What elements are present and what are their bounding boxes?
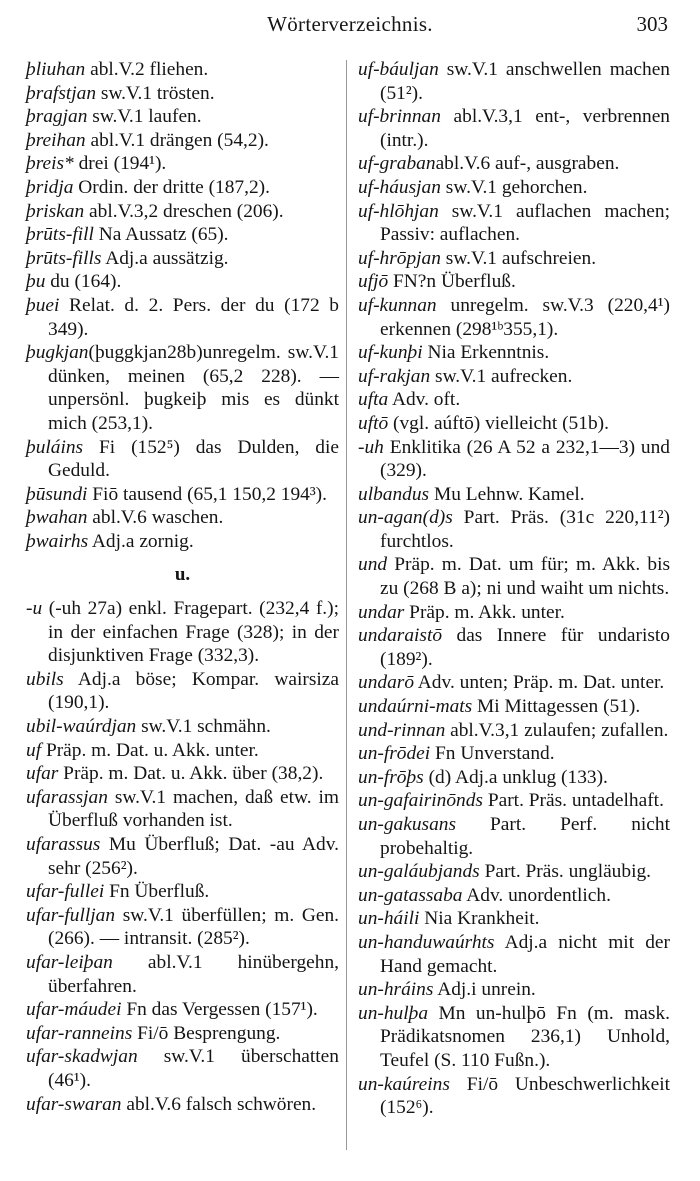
entry-definition: Adj.a nicht mit der Hand gemacht. — [380, 931, 670, 977]
entry-definition: drei (194¹). — [73, 153, 167, 175]
dictionary-entry — [26, 58, 339, 82]
entry-definition: Ordin. der dritte (187,2). — [73, 176, 270, 198]
entry-definition: Adj.a böse; Kompar. wairsiza (190,1). — [48, 668, 339, 714]
dictionary-entry — [358, 789, 670, 813]
entry-headword: un-frōþs — [358, 766, 424, 788]
dictionary-entry — [26, 152, 339, 176]
dictionary-entry — [26, 597, 339, 668]
page-number: 303 — [636, 12, 668, 36]
entry-headword: þuei — [26, 294, 60, 316]
entry-headword: un-gatassaba — [358, 884, 463, 906]
entry-headword: un-kaúreins — [358, 1073, 450, 1095]
dictionary-entry — [358, 200, 670, 247]
entry-definition: Part. Präs. ungläubig. — [479, 861, 652, 883]
entry-definition: abl.V.3,1 zulaufen; zufallen. — [445, 719, 669, 741]
dictionary-entry — [26, 506, 339, 530]
entry-definition: Nia Krankheit. — [419, 908, 540, 930]
entry-definition: das Innere für undaristo (189²). — [380, 625, 670, 670]
entry-definition: (vgl. aúftō) vielleicht (51b). — [388, 412, 609, 434]
entry-headword: þrūts-fills — [26, 247, 102, 269]
entry-headword: þreis* — [26, 153, 74, 175]
entry-headword: uftō — [358, 412, 389, 434]
entry-headword: þūsundi — [26, 483, 88, 505]
entry-headword: ufar-skadwjan — [26, 1046, 138, 1068]
entry-definition: sw.V.1 aufschreien. — [440, 247, 597, 269]
entry-definition: sw.V.1 anschwellen machen (51²). — [380, 59, 670, 104]
right-column — [358, 58, 670, 1120]
entry-headword: un-hulþa — [358, 1002, 429, 1024]
entry-headword: uf-kunþi — [358, 342, 423, 364]
entry-definition: Nia Erkenntnis. — [422, 342, 550, 364]
dictionary-entry — [358, 247, 670, 271]
entry-headword: ufjō — [358, 271, 389, 293]
dictionary-entry — [26, 998, 339, 1022]
dictionary-entry — [358, 341, 670, 365]
entry-definition: Na Aussatz (65). — [93, 224, 229, 246]
left-column — [26, 58, 339, 1116]
dictionary-entry — [26, 762, 339, 786]
entry-headword: uf-hlōhjan — [358, 200, 439, 222]
entry-definition: Adv. unten; Präp. m. Dat. unter. — [414, 672, 665, 694]
dictionary-entry — [358, 601, 670, 625]
entry-definition: Mn un-hulþō Fn (m. mask. Prädikatsnomen 236,1) Unhold, Teufel (S. 110 Fußn.). — [380, 1002, 670, 1071]
entry-headword: uf — [26, 739, 42, 761]
column-divider — [346, 60, 347, 1150]
dictionary-entry — [358, 860, 670, 884]
entry-headword: uf-háusjan — [358, 176, 441, 198]
dictionary-entry — [358, 388, 670, 412]
entry-definition: sw.V.1 machen, daß etw. im Überfluß vorhanden ist. — [48, 786, 339, 832]
dictionary-entry — [26, 341, 339, 435]
entry-headword: þrūts-fill — [26, 224, 94, 246]
dictionary-entry — [358, 695, 670, 719]
dictionary-entry — [26, 715, 339, 739]
entry-headword: ufar-ranneins — [26, 1022, 133, 1044]
dictionary-entry — [358, 624, 670, 671]
entry-definition: abl.V.3,1 ent-, verbrennen (intr.). — [380, 106, 670, 151]
entry-definition: du (164). — [45, 271, 122, 293]
dictionary-entry — [358, 742, 670, 766]
dictionary-entry — [26, 129, 339, 153]
dictionary-entry — [26, 833, 339, 880]
entry-headword: þridja — [26, 176, 74, 198]
entry-definition: abl.V.1 hinübergehn, überfahren. — [48, 951, 339, 997]
running-head — [0, 12, 700, 38]
entry-headword: ulbandus — [358, 483, 430, 505]
entry-definition: sw.V.1 schmähn. — [136, 716, 271, 738]
dictionary-entry — [358, 813, 670, 860]
entry-headword: ubil-waúrdjan — [26, 716, 137, 738]
entry-definition: Mi Mittagessen (51). — [472, 696, 641, 718]
entry-definition: abl.V.6 auf-, ausgraben. — [435, 153, 620, 175]
entry-definition: Relat. d. 2. Pers. der du (172 b 349). — [48, 294, 339, 340]
entry-definition: Fn Unverstand. — [430, 743, 555, 765]
entry-definition: abl.V.6 waschen. — [87, 507, 224, 529]
entry-headword: uf-brinnan — [358, 106, 441, 128]
entry-headword: uf-rakjan — [358, 365, 431, 387]
entry-headword: þreihan — [26, 129, 86, 151]
entry-definition: Adj.a zornig. — [88, 530, 194, 552]
entry-headword: þugkjan — [26, 342, 89, 364]
dictionary-entry — [26, 904, 339, 951]
entry-definition: sw.V.1 laufen. — [87, 106, 202, 128]
running-title: Wörterverzeichnis. — [267, 12, 433, 36]
entry-headword: uf-graban — [358, 153, 436, 175]
dictionary-entry — [26, 1093, 339, 1117]
entry-headword: þriskan — [26, 200, 85, 222]
entry-definition: Präp. m. Dat. um für; m. Akk. bis zu (268 B a); ni und waiht um nichts. — [380, 554, 670, 600]
entry-definition: Präp. m. Akk. unter. — [404, 601, 565, 623]
dictionary-entry — [358, 907, 670, 931]
dictionary-entry — [358, 152, 670, 176]
entry-definition: Part. Präs. untadelhaft. — [482, 790, 664, 812]
entry-definition: Präp. m. Dat. u. Akk. unter. — [41, 739, 259, 761]
dictionary-entry — [26, 880, 339, 904]
dictionary-entry — [26, 530, 339, 554]
entry-definition: Fi/ō Unbeschwerlichkeit (152⁶). — [380, 1073, 670, 1119]
entry-definition: FN?n Überfluß. — [388, 271, 516, 293]
entry-headword: þliuhan — [26, 59, 86, 80]
entry-definition: Fn das Vergessen (157¹). — [121, 999, 318, 1021]
entry-headword: ufta — [358, 389, 389, 411]
entry-definition: abl.V.2 fliehen. — [85, 59, 209, 80]
dictionary-entry — [358, 719, 670, 743]
dictionary-entry — [358, 671, 670, 695]
entry-headword: und — [358, 554, 388, 576]
entry-definition: sw.V.1 aufrecken. — [430, 365, 573, 387]
dictionary-entry — [26, 739, 339, 763]
entry-headword: -u — [26, 598, 43, 620]
dictionary-entry — [358, 294, 670, 341]
dictionary-entry — [358, 436, 670, 483]
entry-headword: un-handuwaúrhts — [358, 931, 495, 953]
entry-definition: Mu Überfluß; Dat. -au Adv. sehr (256²). — [48, 834, 339, 879]
entry-headword: un-agan(d)s — [358, 507, 453, 529]
dictionary-entry — [358, 176, 670, 200]
entry-headword: þwairhs — [26, 530, 89, 552]
dictionary-entry — [26, 786, 339, 833]
entry-definition: sw.V.1 auflachen machen; Passiv: auflachen. — [380, 200, 670, 246]
entry-headword: un-hráins — [358, 979, 434, 1001]
entry-definition: Adj.i unrein. — [433, 979, 536, 1001]
dictionary-entry — [358, 1002, 670, 1073]
entry-definition: abl.V.6 falsch schwören. — [121, 1093, 317, 1115]
entry-headword: ufarassjan — [26, 786, 108, 808]
dictionary-entry — [358, 270, 670, 294]
dictionary-entry — [358, 483, 670, 507]
entry-headword: un-gakusans — [358, 814, 457, 835]
entry-headword: undaúrni-mats — [358, 696, 473, 718]
dictionary-entry — [26, 483, 339, 507]
entry-headword: ufar-fullei — [26, 881, 105, 903]
dictionary-entry — [26, 668, 339, 715]
entry-headword: ufar-leiþan — [26, 951, 113, 973]
dictionary-entry — [26, 105, 339, 129]
entry-headword: undar — [358, 601, 405, 623]
entry-definition: sw.V.1 überfüllen; m. Gen. (266). — intransit. (285²). — [48, 904, 339, 950]
dictionary-entry — [358, 412, 670, 436]
section-letter: u. — [174, 564, 191, 586]
dictionary-entry — [358, 506, 670, 553]
dictionary-entry — [358, 365, 670, 389]
entry-definition: Part. Präs. (31c 220,11²) furchtlos. — [380, 507, 670, 552]
entry-definition: Fiō tausend (65,1 150,2 194³). — [87, 483, 327, 505]
entry-definition: sw.V.1 überschatten (46¹). — [48, 1046, 339, 1091]
entry-headword: undaraistō — [358, 625, 443, 647]
entry-headword: undarō — [358, 672, 415, 694]
entry-headword: þwahan — [26, 507, 88, 529]
entry-definition: sw.V.1 gehorchen. — [440, 176, 588, 198]
entry-definition: (-uh 27a) enkl. Fragepart. (232,4 f.); in der einfachen Frage (328); in der disjunktiven Frage (332,3). — [42, 598, 339, 667]
dictionary-entry — [358, 884, 670, 908]
dictionary-entry — [358, 105, 670, 152]
dictionary-entry — [26, 176, 339, 200]
dictionary-entry — [26, 82, 339, 106]
entry-headword: ufar-swaran — [26, 1093, 122, 1115]
entry-definition: Fn Überfluß. — [104, 881, 210, 903]
dictionary-entry — [26, 270, 339, 294]
entry-definition: (d) Adj.a unklug (133). — [423, 766, 608, 788]
dictionary-entry — [358, 766, 670, 790]
dictionary-entry — [26, 951, 339, 998]
dictionary-entry — [26, 200, 339, 224]
entry-definition: abl.V.1 drängen (54,2). — [85, 129, 269, 151]
dictionary-entry — [358, 553, 670, 600]
dictionary-entry — [26, 436, 339, 483]
entry-headword: þragjan — [26, 106, 88, 128]
entry-headword: -uh — [358, 436, 384, 458]
dictionary-entry — [358, 978, 670, 1002]
entry-definition: Fi/ō Besprengung. — [132, 1022, 281, 1044]
entry-definition: abl.V.3,2 dreschen (206). — [84, 200, 284, 222]
entry-headword: un-frōdei — [358, 743, 431, 765]
entry-headword: þrafstjan — [26, 82, 97, 104]
dictionary-entry — [26, 247, 339, 271]
entry-definition: Adv. oft. — [388, 389, 461, 411]
entry-definition: Mu Lehnw. Kamel. — [429, 483, 585, 505]
entry-definition: Präp. m. Dat. u. Akk. über (38,2). — [58, 763, 324, 785]
entry-headword: ufarassus — [26, 834, 101, 855]
entry-headword: ufar-máudei — [26, 999, 122, 1021]
entry-headword: ubils — [26, 668, 64, 690]
entry-headword: un-galáubjands — [358, 861, 480, 883]
dictionary-entry — [26, 1022, 339, 1046]
entry-definition: (þuggkjan28b)unregelm. sw.V.1 dünken, meinen (65,2 228). — unpersönl. þugkeiþ mis es dünkt mich (253,1). — [48, 342, 339, 434]
dictionary-entry — [358, 1073, 670, 1120]
entry-definition: unregelm. sw.V.3 (220,4¹) erkennen (298¹ᵇ355,1). — [380, 294, 670, 340]
entry-definition: Part. Perf. nicht probehaltig. — [380, 814, 670, 859]
entry-headword: un-gafairinōnds — [358, 790, 483, 812]
entry-headword: þuláins — [26, 436, 84, 458]
entry-headword: ufar — [26, 763, 59, 785]
entry-headword: ufar-fulljan — [26, 904, 116, 926]
dictionary-entry — [358, 58, 670, 105]
dictionary-entry — [26, 294, 339, 341]
dictionary-entry — [26, 1045, 339, 1092]
entry-headword: þu — [26, 271, 46, 293]
entry-headword: uf-báuljan — [358, 59, 439, 80]
entry-headword: uf-kunnan — [358, 294, 437, 316]
entry-definition: Fi (152⁵) das Dulden, die Geduld. — [48, 436, 339, 482]
entry-definition: sw.V.1 trösten. — [96, 82, 215, 104]
dictionary-entry — [26, 223, 339, 247]
entry-definition: Adj.a aussätzig. — [101, 247, 229, 269]
entry-definition: Adv. unordentlich. — [462, 884, 611, 906]
dictionary-entry — [358, 931, 670, 978]
entry-headword: uf-hrōpjan — [358, 247, 441, 269]
entry-definition: Enklitika (26 A 52 a 232,1—3) und (329). — [380, 436, 670, 482]
entry-headword: und-rinnan — [358, 719, 446, 741]
entry-headword: un-háili — [358, 908, 420, 930]
